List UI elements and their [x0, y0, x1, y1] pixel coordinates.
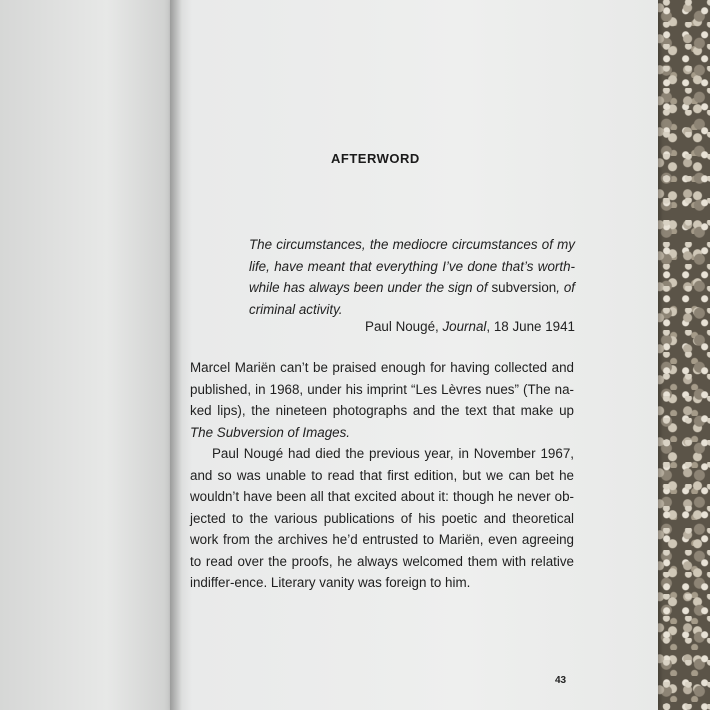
epigraph-italic-part-1: The circumstances, the mediocre circumstances of my life, have meant that everything I’ve done that’s worth-while has always been under the sign of: [249, 237, 575, 295]
paragraph-2: Paul Nougé had died the previous year, in November 1967, and so was unable to read that first edition, but we can bet he wouldn’t have been all that excited about it: though he never ob-jected to the various publications of his poetic and theoretical work from the archives he’d entrusted to Mariën, even agreeing to read over the proofs, he always welcomed them with relative indiffer-ence. Literary vanity was foreign to him.: [190, 446, 574, 590]
chapter-heading: AFTERWORD: [331, 151, 420, 166]
epigraph-quote: [249, 234, 575, 320]
paragraph-1-text: Marcel Mariën can’t be praised enough for having collected and published, in 1968, under his imprint “Les Lèvres nues” (The na-ked lips), the nineteen photographs and the text that make up: [190, 360, 574, 418]
paragraph-1-book-title: The Subversion of Images.: [190, 424, 351, 440]
paragraph-1: [190, 357, 574, 443]
left-book-page: [0, 0, 178, 710]
attribution-author: Paul Nougé,: [365, 319, 443, 334]
right-book-page: [170, 0, 658, 710]
epigraph-roman-word: subversion: [491, 280, 557, 295]
epigraph-italic-part-2: , of criminal activity.: [249, 280, 576, 317]
attribution-work: Journal: [442, 319, 487, 334]
page-number: 43: [555, 675, 567, 686]
body-text: [190, 357, 574, 594]
book-gutter-shadow: [170, 0, 182, 710]
attribution-date: , 18 June 1941: [486, 319, 575, 334]
epigraph-attribution: [249, 316, 575, 337]
